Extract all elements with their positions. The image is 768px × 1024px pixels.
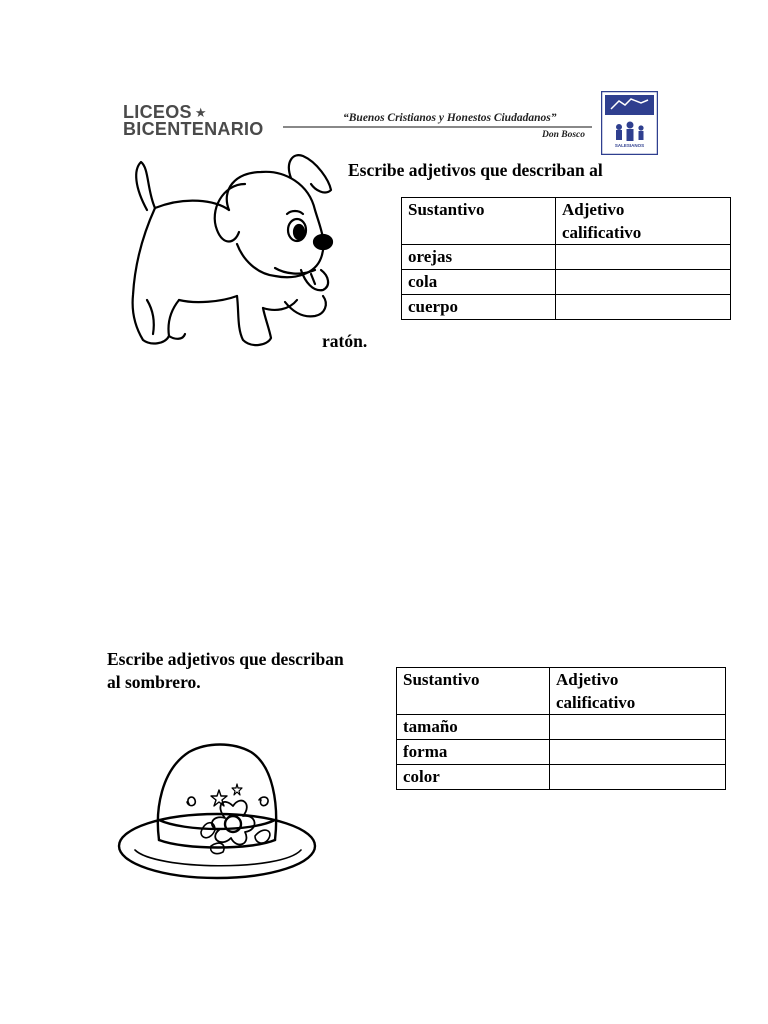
exercise1-table bbox=[401, 197, 731, 320]
salesianos-emblem bbox=[601, 91, 658, 155]
exercise1-instruction: Escribe adjetivos que describan al bbox=[348, 160, 603, 180]
hat-illustration bbox=[115, 740, 320, 882]
answer-cell[interactable] bbox=[550, 715, 726, 740]
exercise2-instruction-line2: al sombrero. bbox=[107, 672, 201, 692]
school-logo bbox=[123, 104, 264, 138]
table-row bbox=[397, 715, 726, 740]
exercise2-instruction-line1: Escribe adjetivos que describan bbox=[107, 649, 344, 669]
answer-cell[interactable] bbox=[550, 765, 726, 790]
header-sustantivo: Sustantivo bbox=[402, 198, 556, 245]
logo-line-1: LICEOS bbox=[123, 102, 192, 122]
table-row bbox=[397, 765, 726, 790]
answer-cell[interactable] bbox=[556, 295, 731, 320]
noun-cell: forma bbox=[397, 740, 550, 765]
exercise2-table bbox=[396, 667, 726, 790]
noun-cell: cola bbox=[402, 270, 556, 295]
noun-cell: orejas bbox=[402, 245, 556, 270]
logo-line-2: BICENTENARIO bbox=[123, 119, 264, 139]
noun-cell: tamaño bbox=[397, 715, 550, 740]
header-sustantivo: Sustantivo bbox=[397, 668, 550, 715]
answer-cell[interactable] bbox=[556, 270, 731, 295]
answer-cell[interactable] bbox=[556, 245, 731, 270]
exercise2-instruction bbox=[107, 648, 344, 694]
noun-cell: color bbox=[397, 765, 550, 790]
table-row bbox=[402, 270, 731, 295]
motto-text: “Buenos Cristianos y Honestos Ciudadanos” bbox=[343, 112, 557, 124]
table-row bbox=[397, 740, 726, 765]
header-rule bbox=[283, 126, 592, 128]
table-header-row bbox=[402, 198, 731, 245]
table-header-row bbox=[397, 668, 726, 715]
motto-author: Don Bosco bbox=[542, 130, 586, 140]
table-row bbox=[402, 295, 731, 320]
star-icon: ★ bbox=[194, 105, 207, 120]
header-adjetivo: Adjetivo calificativo bbox=[556, 198, 731, 245]
table-row bbox=[402, 245, 731, 270]
noun-cell: cuerpo bbox=[402, 295, 556, 320]
emblem-label: SALESIANOS bbox=[614, 143, 645, 148]
exercise1-instruction-word: ratón. bbox=[322, 331, 368, 351]
header-adjetivo: Adjetivo calificativo bbox=[550, 668, 726, 715]
dog-illustration bbox=[125, 150, 355, 352]
answer-cell[interactable] bbox=[550, 740, 726, 765]
